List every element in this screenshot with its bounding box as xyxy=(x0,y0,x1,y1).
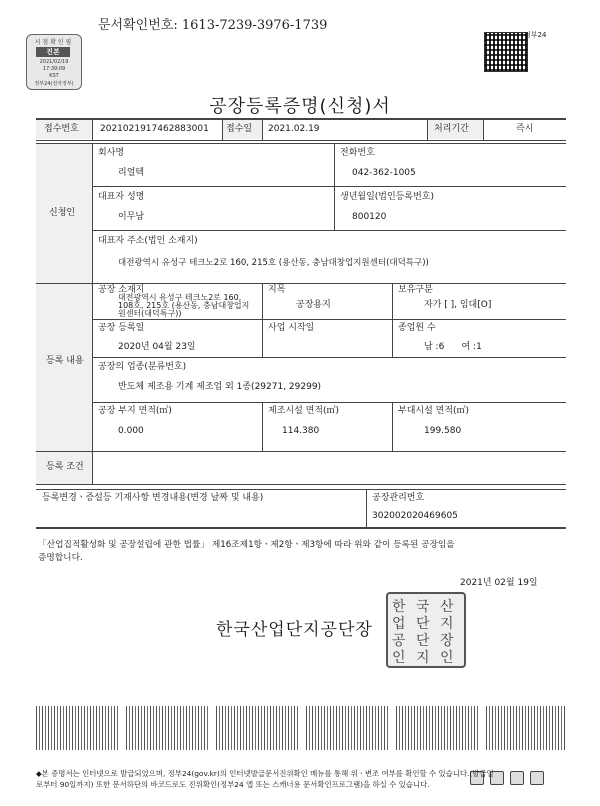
factory-site-label: 공장 소재지 xyxy=(98,285,145,295)
seal-top-text: 시 점 확 인 필 xyxy=(34,39,72,46)
address-value: 대전광역시 유성구 테크노2로 160, 215호 (용산동, 충남대창업지원센터(대덕특구)) xyxy=(118,258,429,268)
barcode-3 xyxy=(216,706,300,750)
phone-value: 042-362-1005 xyxy=(352,168,416,178)
company-name-value: 리얼텍 xyxy=(118,168,145,178)
ownership-value: 자가 [ ], 임대[O] xyxy=(424,300,492,310)
phone-label: 전화번호 xyxy=(340,148,375,158)
employees-value: 남 :6 여 :1 xyxy=(424,342,482,352)
page-title: 공장등록증명(신청)서 xyxy=(209,96,391,117)
doc-confirm-number: 문서확인번호: 1613-7239-3976-1739 xyxy=(98,18,328,33)
footer-line1: ◆본 증명서는 인터넷으로 발급되었으며, 정부24(gov.kr)의 인터넷발급문서진위확인 메뉴를 통해 위ㆍ변조 여부를 확인할 수 있습니다.(발급일 xyxy=(36,769,494,778)
registration-section-label: 등록 내용 xyxy=(46,356,84,366)
land-category-label: 지목 xyxy=(268,285,286,295)
representative-value: 이무남 xyxy=(118,212,145,222)
barcode-5 xyxy=(396,706,480,750)
processing-period-value: 즉시 xyxy=(516,124,534,134)
ownership-label: 보유구분 xyxy=(398,285,433,295)
employees-label: 종업원 수 xyxy=(398,323,436,333)
barcode-1 xyxy=(36,706,120,750)
processing-period-label: 처리기간 xyxy=(434,124,469,134)
barcode-2 xyxy=(126,706,210,750)
start-date-label: 사업 시작일 xyxy=(268,323,315,333)
company-name-label: 회사명 xyxy=(98,148,125,158)
birth-label: 생년월일(법인등록번호) xyxy=(340,192,434,202)
footer-icon-3 xyxy=(510,771,524,785)
industry-value: 반도체 제조용 기계 제조업 외 1종(29271, 29299) xyxy=(118,382,322,392)
statement-line2: 증명합니다. xyxy=(38,553,83,563)
site-area-value: 0.000 xyxy=(118,426,144,436)
authenticity-seal xyxy=(26,34,82,90)
aux-area-value: 199.580 xyxy=(424,426,462,436)
conditions-label: 등록 조건 xyxy=(46,462,84,472)
barcode-6 xyxy=(486,706,566,750)
factory-site-line3: 원센터(대덕특구)) xyxy=(118,309,182,318)
receipt-date-label: 접수일 xyxy=(226,124,253,134)
site-area-label: 공장 부지 면적(㎡) xyxy=(98,406,172,416)
seal-kst: KST xyxy=(49,73,59,79)
issue-date: 2021년 02월 19일 xyxy=(460,578,538,588)
mfg-area-value: 114.380 xyxy=(282,426,320,436)
seal-date: 2021/02/19 xyxy=(39,59,69,65)
footer-line2: 로부터 90일까지) 또한 문서하단의 바코드로도 진위확인(정부24 앱 또는 스캐너용 문서확인프로그램)을 하실 수 있습니다. xyxy=(36,780,430,789)
land-category-value: 공장용지 xyxy=(296,300,331,310)
industry-label: 공장의 업종(분류번호) xyxy=(98,362,187,372)
qr-label: 정부24 xyxy=(524,31,547,39)
representative-label: 대표자 성명 xyxy=(98,192,145,202)
seal-time: 17:39:09 xyxy=(42,66,66,72)
footer-icon-4 xyxy=(530,771,544,785)
birth-value: 800120 xyxy=(352,212,387,222)
seal-bottom-text: 정부24(전자정부) xyxy=(34,81,74,87)
official-stamp: 한 국 산 업 단 지 공 단 장 인 지 인 xyxy=(386,592,466,668)
aux-area-label: 부대시설 면적(㎡) xyxy=(398,406,470,416)
issuer-name: 한국산업단지공단장 xyxy=(216,620,373,640)
receipt-no-value: 2021021917462883001 xyxy=(100,124,209,134)
receipt-no-label: 접수번호 xyxy=(44,124,79,134)
seal-main-text: 진본 xyxy=(36,47,70,57)
mfg-area-label: 제조시설 면적(㎡) xyxy=(268,406,340,416)
factory-site-line2: 108호, 215호 (용산동, 충남대창업지 xyxy=(118,301,250,310)
statement-line1: 「산업집적활성화 및 공장설립에 관한 법률」 제16조제1항ㆍ제2항ㆍ제3항에 따라 위와 같이 등록된 공장임을 xyxy=(38,540,455,550)
mgmt-no-value: 302002020469605 xyxy=(372,511,458,521)
reg-date-label: 공장 등록일 xyxy=(98,323,145,333)
reg-date-value: 2020년 04월 23일 xyxy=(118,342,196,352)
receipt-date-value: 2021.02.19 xyxy=(268,124,320,134)
qr-code xyxy=(484,32,528,72)
barcode-4 xyxy=(306,706,390,750)
factory-site-line1: 대전광역시 유성구 테크노2로 160, xyxy=(118,293,242,302)
mgmt-no-label: 공장관리번호 xyxy=(372,493,425,503)
applicant-section-label: 신청인 xyxy=(49,208,76,218)
changes-label: 등록변경ㆍ증설등 기재사항 변경내용(변경 날짜 및 내용) xyxy=(42,493,264,503)
address-label: 대표자 주소(법인 소재지) xyxy=(98,236,198,246)
